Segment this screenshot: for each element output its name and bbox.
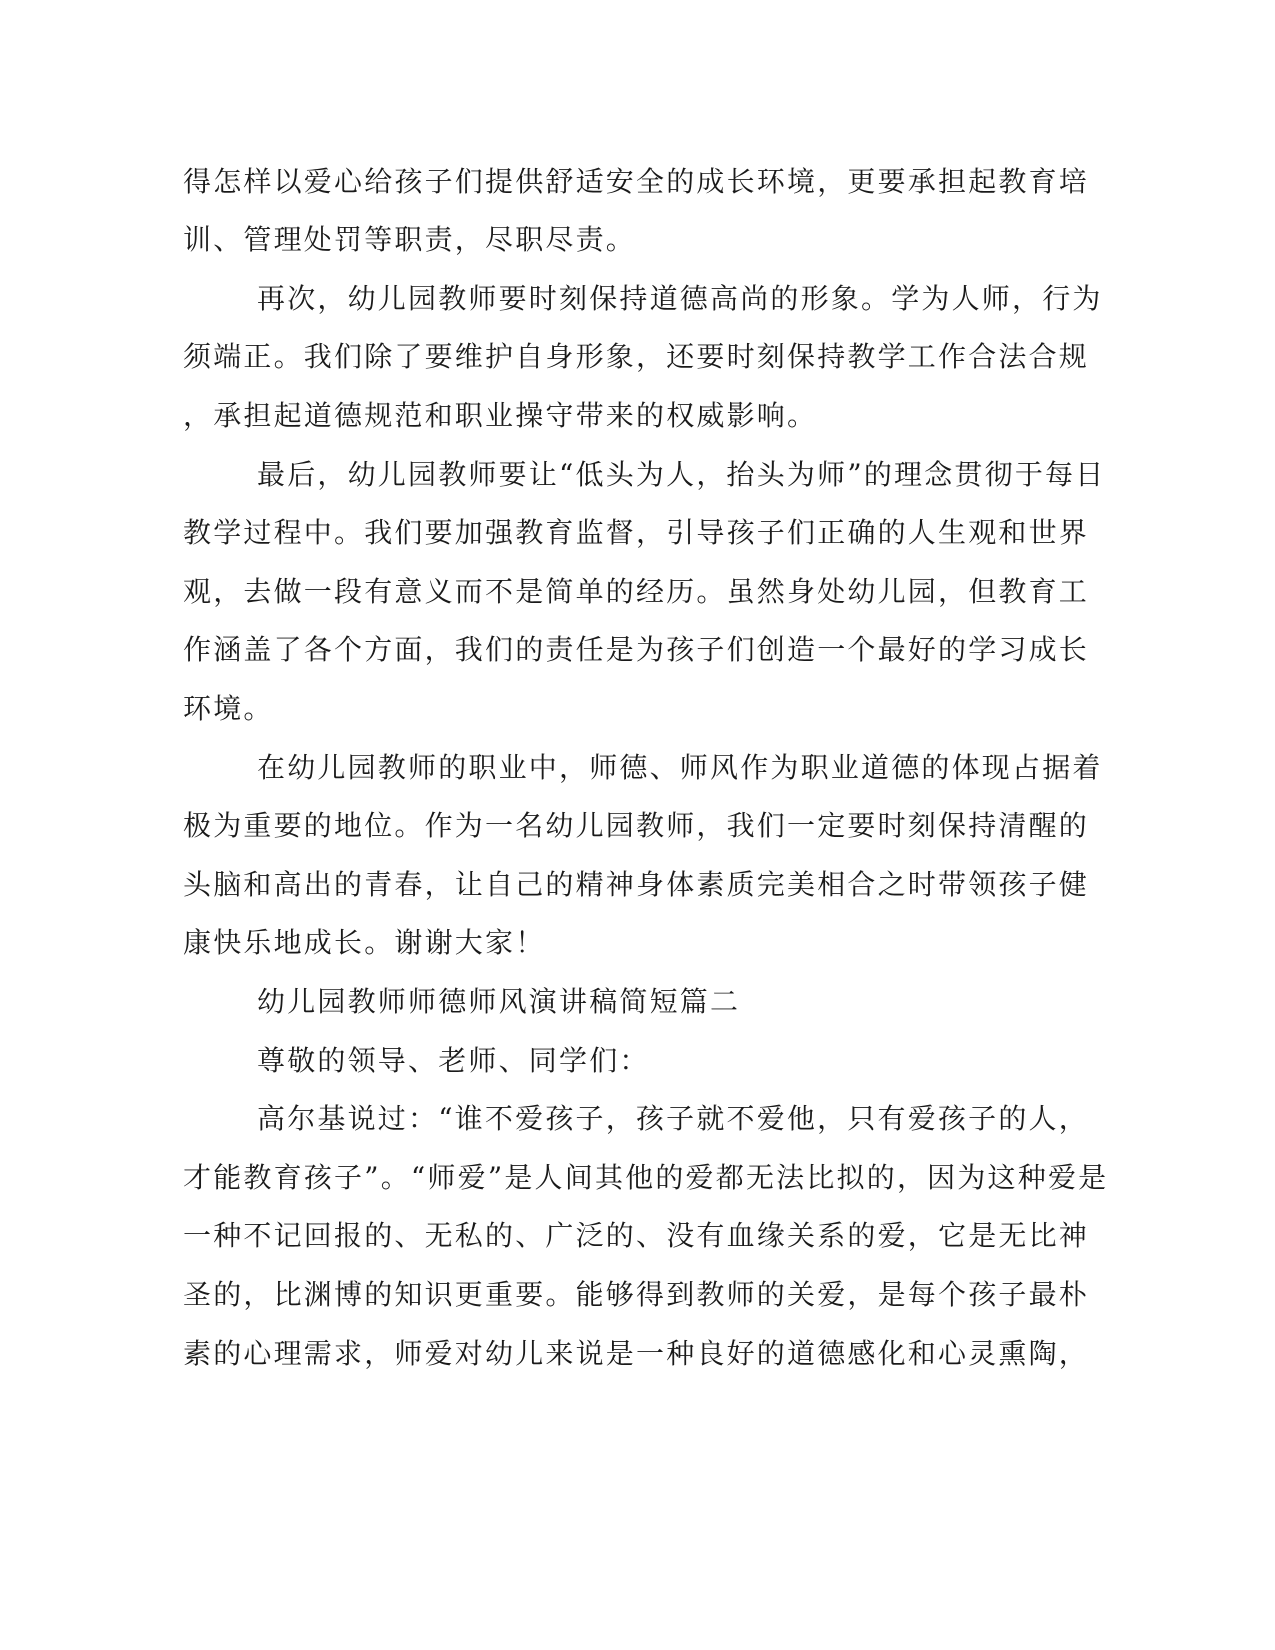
- text-line: ，承担起道德规范和职业操守带来的权威影响。: [183, 399, 818, 432]
- text-line: 训、管理处罚等职责，尽职尽责。: [183, 223, 637, 256]
- text-line: 一种不记回报的、无私的、广泛的、没有血缘关系的爱，它是无比神: [183, 1219, 1090, 1252]
- text-line: 素的心理需求，师爱对幼儿来说是一种良好的道德感化和心灵熏陶，: [183, 1337, 1090, 1370]
- section-heading: 幼儿园教师师德师风演讲稿简短篇二: [257, 985, 741, 1018]
- salutation: 尊敬的领导、老师、同学们：: [257, 1044, 650, 1077]
- text-line: 才能教育孩子”。“师爱”是人间其他的爱都无法比拟的，因为这种爱是: [183, 1161, 1109, 1194]
- text-line: 极为重要的地位。作为一名幼儿园教师，我们一定要时刻保持清醒的: [183, 809, 1090, 842]
- paragraph-start: 在幼儿园教师的职业中，师德、师风作为职业道德的体现占据着: [257, 751, 1103, 784]
- text-line: 教学过程中。我们要加强教育监督，引导孩子们正确的人生观和世界: [183, 516, 1090, 549]
- paragraph-start: 再次，幼儿园教师要时刻保持道德高尚的形象。学为人师，行为: [257, 282, 1103, 315]
- text-line: 头脑和高出的青春，让自己的精神身体素质完美相合之时带领孩子健: [183, 868, 1090, 901]
- paragraph-start: 最后，幼儿园教师要让“低头为人，抬头为师”的理念贯彻于每日: [257, 458, 1106, 491]
- text-line: 作涵盖了各个方面，我们的责任是为孩子们创造一个最好的学习成长: [183, 633, 1090, 666]
- text-line: 观，去做一段有意义而不是简单的经历。虽然身处幼儿园，但教育工: [183, 575, 1090, 608]
- text-line: 康快乐地成长。谢谢大家！: [183, 926, 546, 959]
- text-line: 须端正。我们除了要维护自身形象，还要时刻保持教学工作合法合规: [183, 340, 1090, 373]
- paragraph-start: 高尔基说过：“谁不爱孩子，孩子就不爱他，只有爱孩子的人，: [257, 1102, 1089, 1135]
- text-line: 圣的，比渊博的知识更重要。能够得到教师的关爱，是每个孩子最朴: [183, 1278, 1090, 1311]
- text-line: 得怎样以爱心给孩子们提供舒适安全的成长环境，更要承担起教育培: [183, 165, 1090, 198]
- text-line: 环境。: [183, 692, 274, 725]
